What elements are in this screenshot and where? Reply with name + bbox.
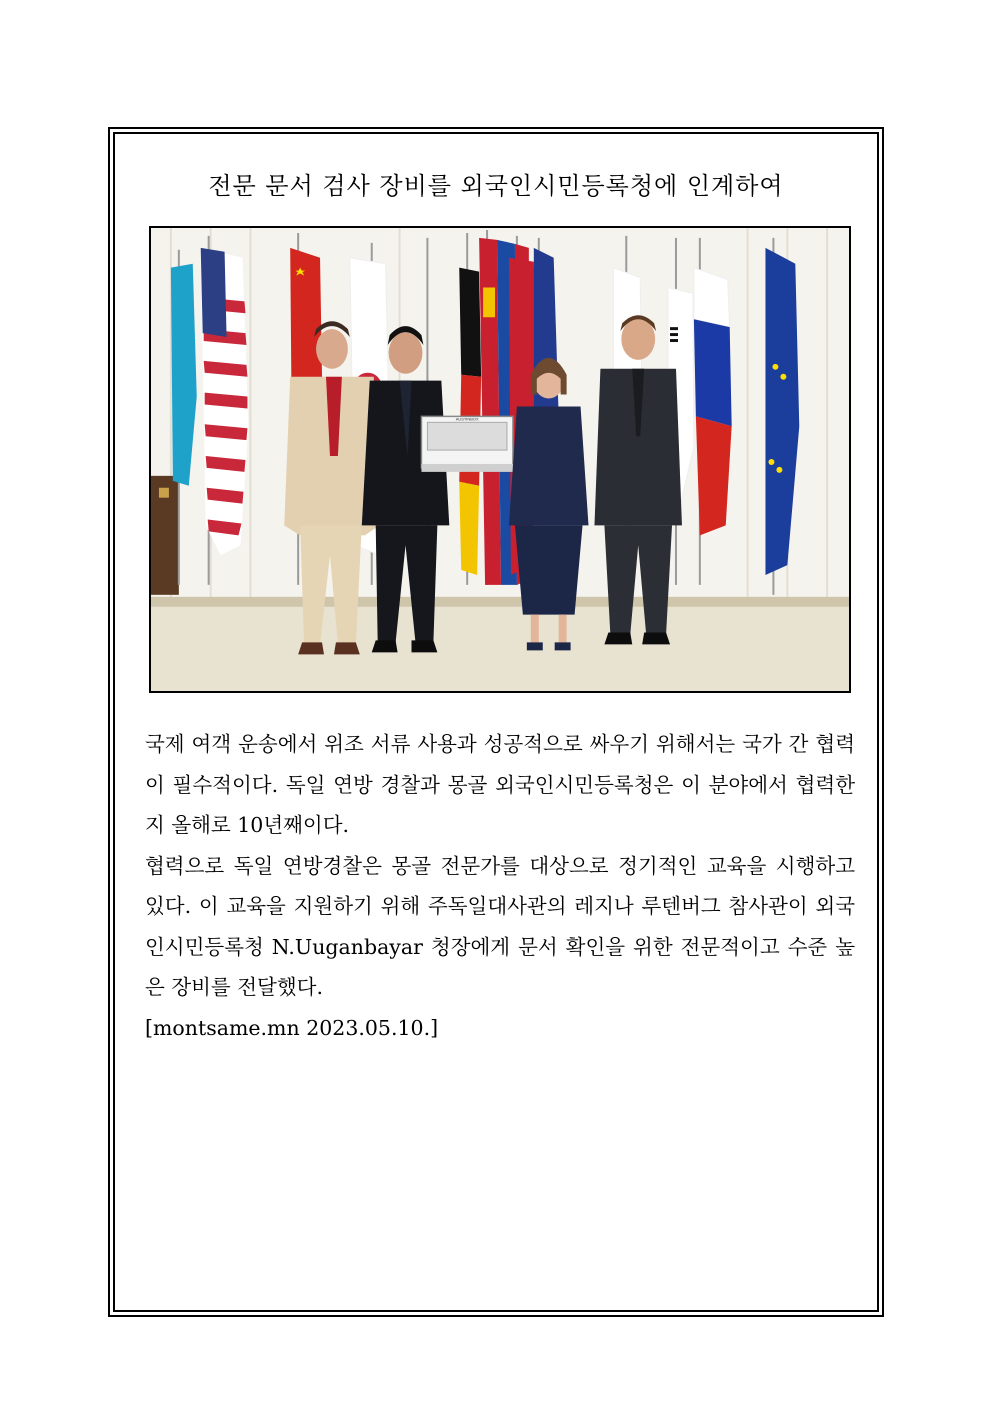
inspection-device [421, 416, 512, 472]
document-title: 전문 문서 검사 장비를 외국인시민등록청에 인계하여 [208, 172, 784, 200]
news-photo [149, 226, 851, 693]
document-frame-inner [113, 132, 879, 1312]
photo-illustration [151, 228, 849, 691]
floor-edge [151, 597, 849, 607]
flag-russia [694, 268, 732, 536]
carpet [151, 605, 849, 691]
flag-usa [201, 248, 249, 555]
article-paragraph-1: 국제 여객 운송에서 위조 서류 사용과 성공적으로 싸우기 위해서는 국가 간 협력이 필수적이다. 독일 연방 경찰과 몽골 외국인시민등록청은 이 분야에서 협력한 지 올해로 10년째이다. [145, 732, 855, 837]
document-frame-outer [108, 127, 884, 1317]
article-body [145, 724, 855, 1048]
article-paragraph-2: 협력으로 독일 연방경찰은 몽골 전문가를 대상으로 정기적인 교육을 시행하고 있다. 이 교육을 지원하기 위해 주독일대사관의 레지나 루텐버그 참사관이 외국인시민등록청 N.Uuganbayar 청장에게 문서 확인을 위한 전문적이고 수준 높은 장비를 전달했다. [145, 853, 855, 999]
device-label: AUSTINBOX [455, 416, 479, 422]
article-source: [montsame.mn 2023.05.10.] [145, 1015, 439, 1040]
